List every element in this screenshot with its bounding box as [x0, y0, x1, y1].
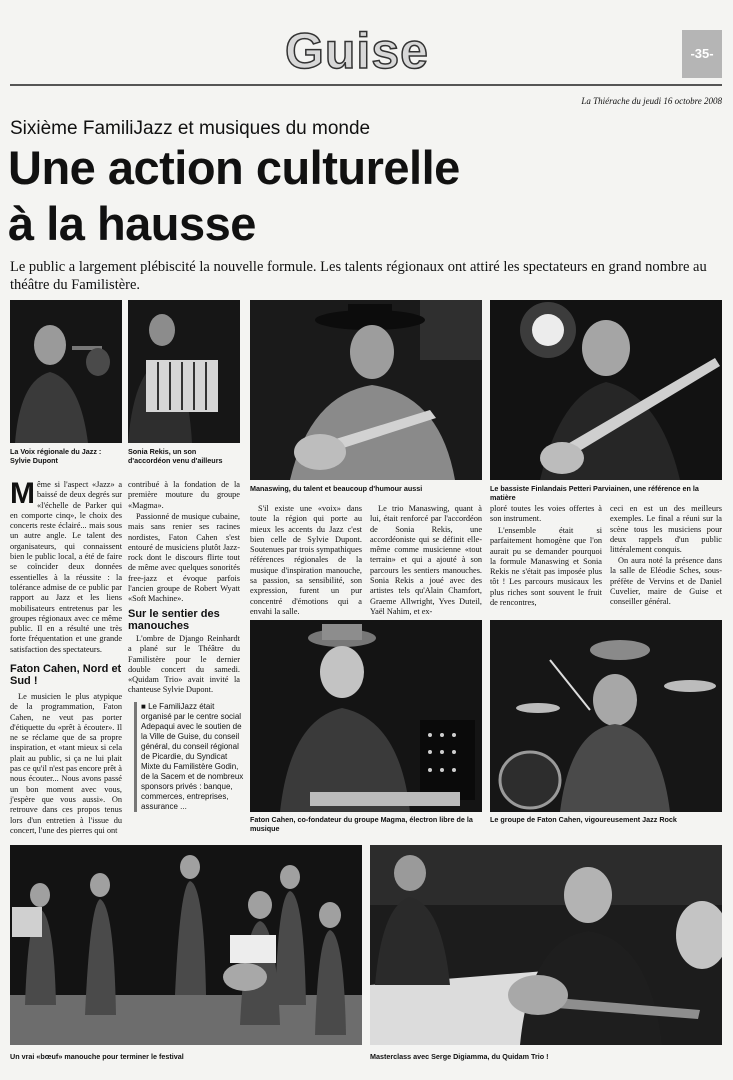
article-col3-p1: S'il existe une «voix» dans toute la région qui porte au mieux les accents du Jazz c'est bien celle de Sylvie Dupont. Soutenues par trois sympathiques références régionales de la musique d'inspiration manouche, sa passion, sa sensibilité, son expression, furent un pur concentré d'émotions qui a envahi la salle.: [250, 504, 362, 616]
photo-accordion: [128, 300, 240, 443]
article-col2-p1: contribué à la fondation de la première mouture du groupe «Magma».: [128, 480, 240, 510]
bullet-icon: ■: [141, 702, 149, 711]
photo-manaswing: [250, 300, 482, 480]
drop-cap: M: [10, 477, 35, 510]
article-col6-p1: ceci en est un des meilleurs exemples. Le final a réuni sur la scène tous les musiciens pour deux rappels d'un public littéralement conquis.: [610, 504, 722, 555]
caption-photo3: Manaswing, du talent et beaucoup d'humour aussi: [250, 484, 423, 493]
header-rule: [10, 84, 722, 86]
headline-line1: Une action culturelle: [8, 141, 460, 194]
article-col2-p2: Passionné de musique cubaine, mais sans renier ses racines nordistes, Faton Cahen s'est entouré de musiciens plutôt Jazz-rock dont le discours flirte tout de même avec quelques sonorités free-jazz et évoque parfois l'ancien groupe de Robert Wyatt «Soft Machine».: [128, 512, 240, 604]
kicker: Sixième FamiliJazz et musiques du monde: [10, 118, 371, 139]
article-col5-p1: ploré toutes les voies offertes à son instrument.: [490, 504, 602, 524]
subhead-faton: Faton Cahen, Nord et Sud !: [10, 663, 122, 687]
subhead-manouches: Sur le sentier des manouches: [128, 608, 220, 632]
caption-photo4: Le bassiste Finlandais Petteri Parviainen, une référence en la matière: [490, 484, 699, 502]
article-col6-p2: On aura noté la présence dans la salle de Eléodie Sches, sous-préfète de Vervins et de Daniel Cuvelier, maire de Guise et conseiller général.: [610, 556, 722, 607]
dateline: La Thiérache du jeudi 16 octobre 2008: [581, 96, 722, 106]
photo-masterclass: [370, 845, 722, 1045]
photo-boeuf-manouche: [10, 845, 362, 1045]
caption-photo8: Masterclass avec Serge Digiamma, du Quidam Trio !: [370, 1052, 549, 1061]
headline-line2: à la hausse: [8, 197, 256, 250]
caption-photo2: Sonia Rekis, un son d'accordéon venu d'ailleurs: [128, 447, 223, 465]
standfirst: Le public a largement plébiscité la nouvelle formule. Les talents régionaux ont attiré les spectateurs en grand nombre au théâtre du Familistère.: [10, 259, 707, 293]
section-title: Guise: [285, 23, 429, 79]
caption-photo7: Un vrai «bœuf» manouche pour terminer le festival: [10, 1052, 184, 1061]
caption-photo1: La Voix régionale du Jazz : Sylvie Dupont: [10, 447, 102, 465]
photo-band: [490, 620, 722, 812]
photo-bassist: [490, 300, 722, 480]
article-col1-p2: Le musicien le plus atypique de la programmation, Faton Cahen, ne veut pas porter d'étiquette du «prêt à écouter». Il ne se réclame que de sa propre inspiration, et «tant mieux si cela plait au public, si ça ne lui plait pas ce qu'il n'est pas encore prêt à nous écouter... Nous avons passé un bon moment avec vous, j'espère que vous aussi». On retrouve dans ces propos tenus lors d'un entretien à l'issue du concert, l'une des pierres qui ont: [10, 692, 122, 835]
article-col4-p1: Le trio Manaswing, quant à lui, était renforcé par l'accordéon de Sonia Rekis, une accordéoniste qui se définit elle-même comme musicienne «tout terrain» et qui a ajouté à son parcours les sentiers manouches. Sonia Rekis a joué avec des artistes tels qu'Alain Chamfort, Graeme Allwright, Yves Duteil, Yaël Nahim, et ex-: [370, 504, 482, 616]
caption-photo5: Faton Cahen, co-fondateur du groupe Magma, électron libre de la musique: [250, 815, 473, 833]
photo-singer: [10, 300, 122, 443]
page-number: -35-: [682, 30, 722, 78]
article-col2-p3: L'ombre de Django Reinhardt a plané sur le Théâtre du Familistère pour le dernier double concert du samedi. «Quidam Trio» avait invité la chanteuse Sylvie Dupont.: [128, 634, 240, 695]
article-col5-p2: L'ensemble était si parfaitement homogène que l'on aurait pu se demander pourquoi la formule Manaswing et Sonia Rekis ne s'était pas imposée plus tôt ! Les parcours musicaux les plus riches sont souvent le fruit de rencontres,: [490, 526, 602, 608]
article-col1-p1: Même si l'aspect «Jazz» a baissé de deux degrés sur «l'échelle de Parker qui en comporte cinq», le choix des concerts reste éclairé... mais sous un autre angle. Le talent des organisateurs, qui connaissent bien le public local, a été de faire se coïncider deux données essentielles à la réussite : la tolérance admise de ce public par rapport au Jazz et les liens mobilisateurs entretenus par les groupes régionaux avec ce même public. Il en a résulté une très forte fréquentation et une grande satisfaction des spectateurs.: [10, 477, 122, 654]
caption-photo6: Le groupe de Faton Cahen, vigoureusement Jazz Rock: [490, 815, 677, 824]
photo-faton-cahen: [250, 620, 482, 812]
sponsor-box: ■ Le FamiliJazz était organisé par le centre social Adepaqui avec le soutien de la Ville de Guise, du conseil général, du conseil régional de Picardie, du Syndicat Mixte du Familistère Godin, de la Sacem et de nombreux sponsors privés : banque, commerces, entreprises, assurance ...: [134, 702, 245, 812]
